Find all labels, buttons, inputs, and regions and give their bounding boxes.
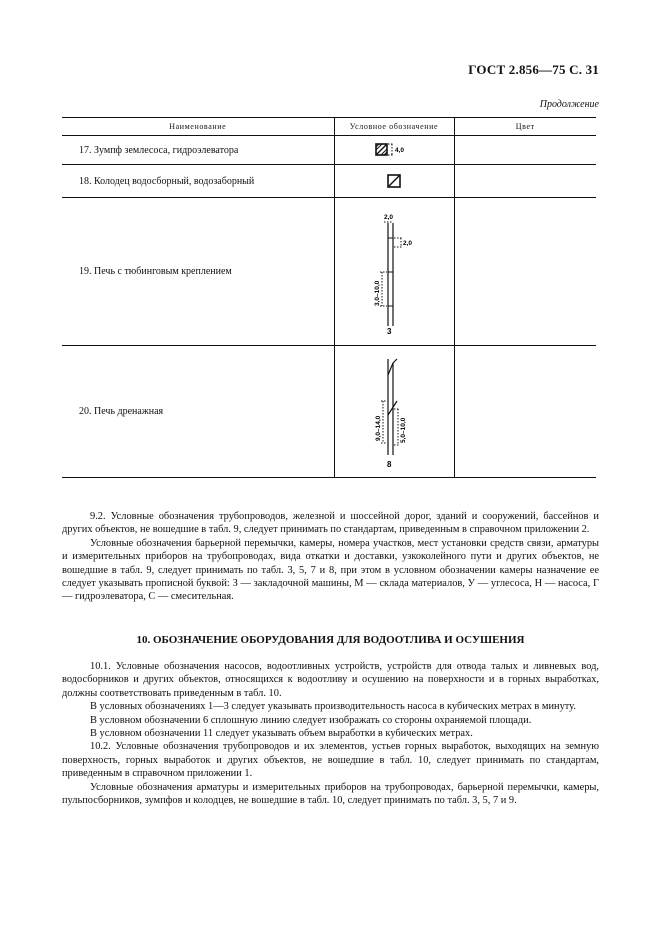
hatched-square-icon <box>374 141 414 159</box>
table-row <box>62 346 596 478</box>
table-row <box>62 136 596 165</box>
drainage-shaft-icon <box>364 353 424 471</box>
row-symbol <box>334 136 454 165</box>
column-header-name: Наименование <box>62 118 334 136</box>
continuation-label: Продолжение <box>539 99 599 110</box>
column-header-symbol: Условное обозначение <box>334 118 454 136</box>
table-row <box>62 165 596 198</box>
paragraph: Условные обозначения арматуры и измерительных приборов на трубопроводах, барьерной перемычки, камеры, пульпосборников, зумпфов и колодцев, не вошедшие в табл. 10, следует принимать по табл. 3, 5, 7 и 9. <box>62 781 599 807</box>
paragraph: В условном обозначении 6 сплошную линию следует изображать со стороны охраняемой площади. <box>90 714 532 726</box>
paragraphs-section-9 <box>62 510 599 604</box>
symbol-dimension: 2,0 <box>384 213 394 221</box>
symbol-dimension: 5,0–10,0 <box>400 417 407 443</box>
row-symbol <box>334 198 454 346</box>
section-title: 10. ОБОЗНАЧЕНИЕ ОБОРУДОВАНИЯ ДЛЯ ВОДООТЛИВА И ОСУШЕНИЯ <box>136 634 525 646</box>
paragraph: 10.2. Условные обозначения трубопроводов и их элементов, устьев горных выработок, выходящих на земную поверхность, горных выработок и других объектов, не вошедшие в табл. 10, следует принимать по стандартам, приведенным в справочном приложении 1. <box>62 741 599 780</box>
table-header-row <box>62 118 596 136</box>
symbol-dimension: 4,0 <box>395 147 405 154</box>
symbol-dimension: 9,0–14,0 <box>375 415 382 441</box>
symbols-table <box>62 117 596 478</box>
paragraph: 9.2. Условные обозначения трубопроводов, железной и шоссейной дорог, зданий и сооружений, бассейнов и других объектов, не вошедшие в табл. 9, следует принимать по стандартам, приведенным в справочном приложении 2. <box>62 511 599 536</box>
tubing-shaft-icon <box>364 208 424 336</box>
row-name: 17. Зумпф землесоса, гидроэлеватора <box>62 136 334 165</box>
paragraph: Условные обозначения барьерной перемычки, камеры, номера участков, мест установки средств связи, арматуры и измерительных приборов на трубопроводах, вида откатки и доставки, узкоколейного пути и других объектов, не вошедшие в табл. 9, следует принимать по табл. 3, 5, 7 и 8, при этом в условном обозначении камеры назначение ее следует указывать прописной буквой: З — закладочной машины, М — склада материалов, У — углесоса, Н — насоса, Г — гидроэлеватора, С — смесительная. <box>62 537 599 603</box>
paragraph: 10.1. Условные обозначения насосов, водоотливных устройств, устройств для отвода талых и ливневых вод, водосборников и других объектов, относящихся к водоотливу и осушению на поверхности и в горных выработках, должны соответствовать приведенным в табл. 10. <box>62 661 599 699</box>
row-color <box>454 198 596 346</box>
row-color <box>454 346 596 478</box>
symbol-dimension: 2,0 <box>403 239 413 247</box>
column-header-color: Цвет <box>454 118 596 136</box>
row-color <box>454 136 596 165</box>
paragraph: В условном обозначении 11 следует указывать объем выработки в кубических метрах. <box>90 728 473 740</box>
row-symbol <box>334 165 454 198</box>
row-name: 20. Печь дренажная <box>62 346 334 478</box>
symbol-mark: 8 <box>387 459 392 469</box>
row-name: 19. Печь с тюбинговым креплением <box>62 198 334 346</box>
row-color <box>454 165 596 198</box>
paragraphs-section-10 <box>62 660 599 807</box>
square-diagonal-icon <box>384 171 404 191</box>
row-symbol <box>334 346 454 478</box>
paragraph: В условных обозначениях 1—3 следует указывать производительность насоса в кубических метрах в минуту. <box>90 701 576 713</box>
table-row <box>62 198 596 346</box>
page-header: ГОСТ 2.856—75 С. 31 <box>468 62 599 77</box>
symbol-dimension: 3,0–10,0 <box>374 280 381 306</box>
row-name: 18. Колодец водосборный, водозаборный <box>62 165 334 198</box>
symbol-mark: 3 <box>387 326 392 336</box>
